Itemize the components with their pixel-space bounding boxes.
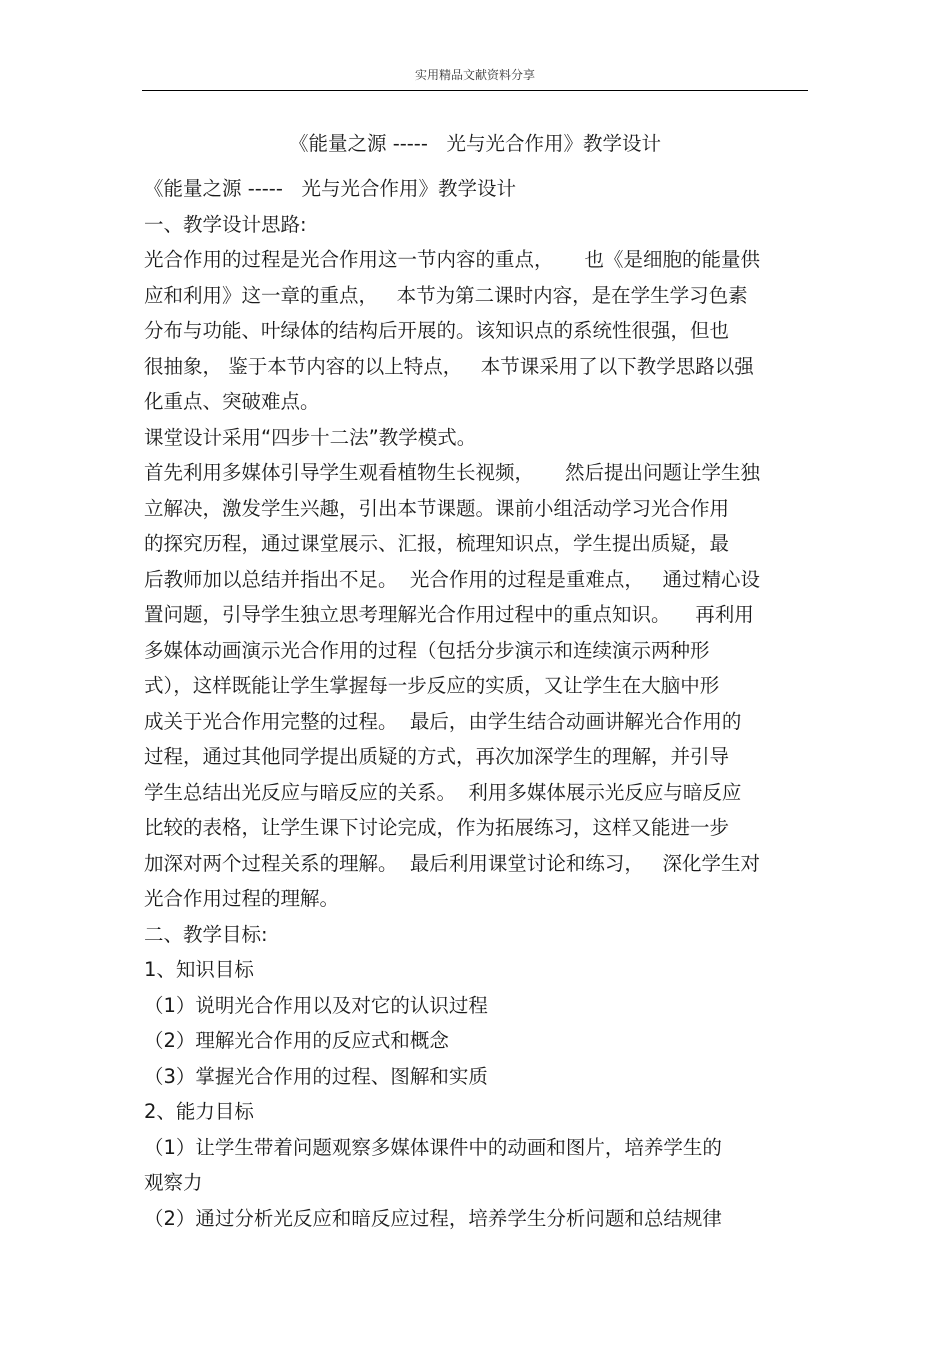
list-item: （1）说明光合作用以及对它的认识过程 [144,993,488,1017]
text-line: 首先利用多媒体引导学生观看植物生长视频， 然后提出问题让学生独 [144,461,760,484]
list-item: （1）让学生带着问题观察多媒体课件中的动画和图片，培养学生的 [144,1135,722,1159]
document-body [144,171,808,1236]
text-line: 后教师加以总结并指出不足。 光合作用的过程是重难点， 通过精心设 [144,567,760,591]
text-line: 过程，通过其他同学提出质疑的方式，再次加深学生的理解，并引导 [144,745,730,768]
document-title: 《能量之源 ----- 光与光合作用》教学设计 [289,132,661,155]
text-line: 加深对两个过程关系的理解。 最后利用课堂讨论和练习， 深化学生对 [144,851,760,875]
text-line: 的探究历程，通过课堂展示、汇报，梳理知识点，学生提出质疑，最 [144,532,730,555]
text-line: 分布与功能、叶绿体的结构后开展的。该知识点的系统性很强，但也 [144,319,730,342]
text-line: 很抽象， 鉴于本节内容的以上特点， 本节课采用了以下教学思路以强 [144,354,754,378]
header-divider [142,90,808,91]
text-line: 比较的表格，让学生课下讨论完成，作为拓展练习，这样又能进一步 [144,816,730,839]
text-line: 应和利用》这一章的重点， 本节为第二课时内容，是在学生学习色素 [144,283,748,307]
list-item: （3）掌握光合作用的过程、图解和实质 [144,1064,488,1088]
page-header: 实用精品文献资料分享 [414,68,535,82]
text-line: 式），这样既能让学生掌握每一步反应的实质，又让学生在大脑中形 [144,674,720,697]
text-line: 置问题，引导学生独立思考理解光合作用过程中的重点知识。 再利用 [144,603,754,626]
text-line: 光合作用的过程是光合作用这一节内容的重点， 也《是细胞的能量供 [144,248,760,271]
text-line: 观察力 [144,1171,203,1194]
section-heading: 一、教学设计思路: [144,212,307,236]
text-line: 课堂设计采用“四步十二法”教学模式。 [144,425,477,449]
subsection-heading: 2、能力目标 [144,1100,254,1123]
text-line: 《能量之源 ----- 光与光合作用》教学设计 [144,177,516,200]
text-line: 成关于光合作用完整的过程。 最后，由学生结合动画讲解光合作用的 [144,709,742,733]
section-heading: 二、教学目标: [144,922,268,946]
list-item: （2）通过分析光反应和暗反应过程，培养学生分析问题和总结规律 [144,1206,722,1230]
text-line: 多媒体动画演示光合作用的过程（包括分步演示和连续演示两种形 [144,638,710,662]
text-line: 化重点、突破难点。 [144,390,320,413]
text-line: 光合作用过程的理解。 [144,887,340,910]
text-line: 立解决，激发学生兴趣，引出本节课题。课前小组活动学习光合作用 [144,496,730,520]
list-item: （2）理解光合作用的反应式和概念 [144,1029,449,1052]
subsection-heading: 1、知识目标 [144,958,254,981]
text-line: 学生总结出光反应与暗反应的关系。 利用多媒体展示光反应与暗反应 [144,780,742,804]
